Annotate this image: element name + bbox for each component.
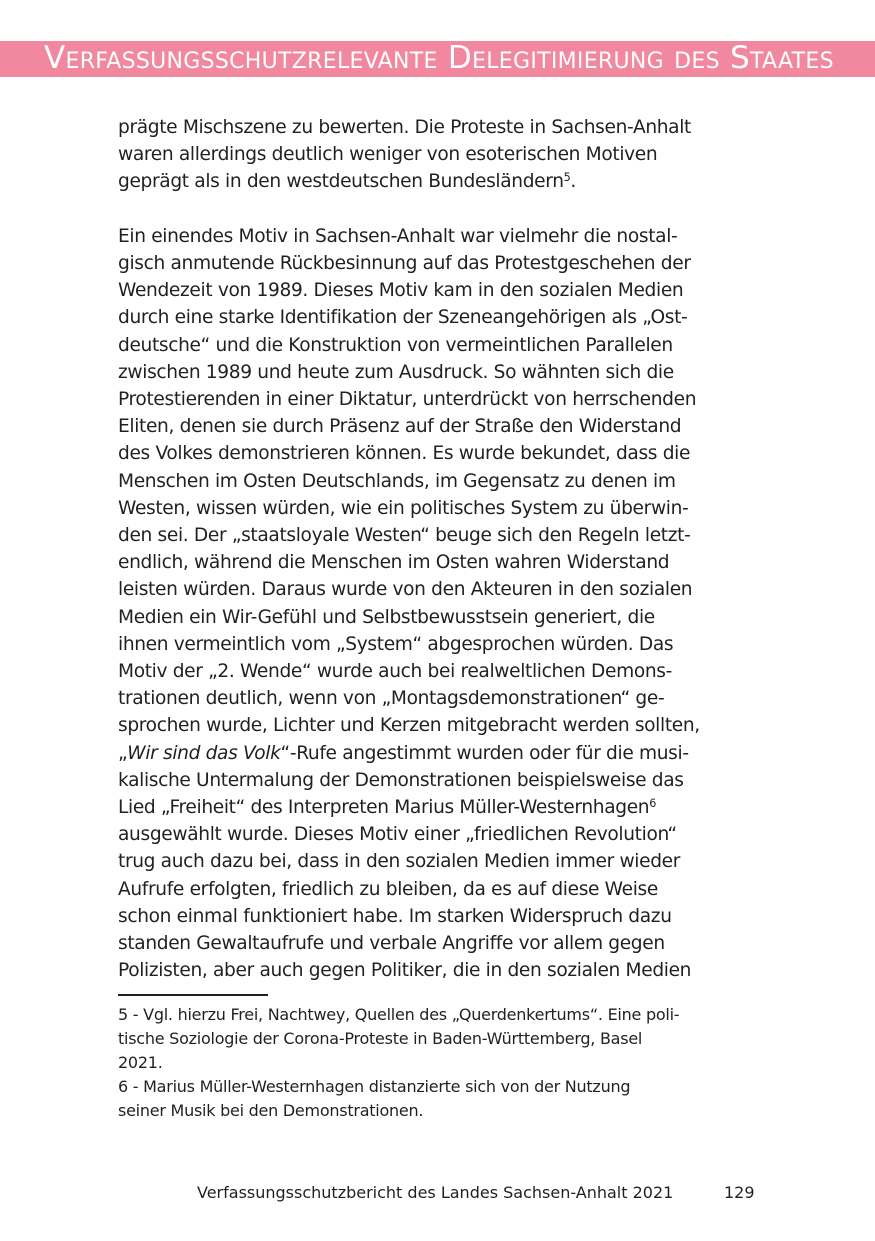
text-line: den sei. Der „staatsloyale Westen“ beuge sich den Regeln letzt- [118,525,691,547]
text-line: waren allerdings deutlich weniger von esoterischen Motiven [118,144,658,166]
section-header-banner [0,41,875,77]
text-line: trug auch dazu bei, dass in den sozialen Medien immer wieder [118,851,681,873]
text-segment: . [570,171,576,193]
text-line: ihnen vermeintlich vom „System“ abgesprochen würden. Das [118,633,674,655]
italic-quote: Wir sind das Volk [127,742,281,764]
text-line: ausgewählt wurde. Dieses Motiv einer „friedlichen Revolution“ [118,824,677,846]
section-title: Verfassungsschutzrelevante Delegitimierung des Staates [44,41,834,76]
text-line: Medien ein Wir-Gefühl und Selbstbewusstsein generiert, die [118,606,655,628]
text-line: Westen, wissen würden, wie ein politisches System zu überwin- [118,497,689,519]
footnote-line: 2021. [118,1053,163,1072]
footnote-divider [118,994,268,996]
text-line [118,740,758,767]
footnote-line: tische Soziologie der Corona-Proteste in Baden-Württemberg, Basel [118,1029,643,1048]
text-line: durch eine starke Identifikation der Szeneangehörigen als „Ost- [118,307,688,329]
footnote-ref-6: 6 [649,796,656,810]
text-line [118,794,758,821]
body-text [118,114,758,984]
text-line: kalische Untermalung der Demonstrationen beispielsweise das [118,769,684,791]
text-line: Eliten, denen sie durch Präsenz auf der Straße den Widerstand [118,416,682,438]
text-line: gisch anmutende Rückbesinnung auf das Protestgeschehen der [118,253,691,274]
text-segment: geprägt als in den westdeutschen Bundesländern [118,171,564,193]
text-line: Aufrufe erfolgten, friedlich zu bleiben, da es auf diese Weise [118,878,658,900]
text-line: Polizisten, aber auch gegen Politiker, die in den sozialen Medien [118,960,692,982]
page-number: 129 [724,1183,755,1202]
text-line: standen Gewaltaufrufe und verbale Angriffe vor allem gegen [118,933,665,955]
footnote-line: seiner Musik bei den Demonstrationen. [118,1101,424,1120]
footnote-ref-5: 5 [563,171,571,185]
footer-title: Verfassungsschutzbericht des Landes Sachsen-Anhalt 2021 [197,1183,674,1202]
text-segment: Lied „Freiheit“ des Interpreten Marius Müller-Westernhagen [118,797,650,819]
text-line: leisten würden. Daraus wurde von den Akteuren in den sozialen [118,579,693,601]
paragraph-gap [118,196,758,223]
text-line: Menschen im Osten Deutschlands, im Gegensatz zu denen im [118,470,676,492]
text-line: trationen deutlich, wenn von „Montagsdemonstrationen“ ge- [118,688,665,710]
footnotes [118,1003,758,1123]
text-line: schon einmal funktioniert habe. Im starken Widerspruch dazu [118,905,672,927]
footnote-line: 5 - Vgl. hierzu Frei, Nachtwey, Quellen des „Querdenkertums“. Eine poli- [118,1005,680,1024]
text-line: deutsche“ und die Konstruktion von vermeintlichen Parallelen [118,334,673,356]
text-line: endlich, während die Menschen im Osten wahren Widerstand [118,552,670,574]
text-line: Ein einendes Motiv in Sachsen-Anhalt war vielmehr die nostal- [118,225,678,247]
footnote-line: 6 - Marius Müller-Westernhagen distanzierte sich von der Nutzung [118,1077,631,1096]
text-line: Motiv der „2. Wende“ wurde auch bei realweltlichen Demons- [118,661,672,683]
text-line: prägte Mischszene zu bewerten. Die Proteste in Sachsen-Anhalt [118,117,691,138]
text-line: des Volkes demonstrieren können. Es wurde bekundet, dass die [118,443,691,465]
text-line: Protestierenden in einer Diktatur, unterdrückt von herrschenden [118,389,697,411]
text-line: zwischen 1989 und heute zum Ausdruck. So wähnten sich die [118,361,674,383]
text-line: sprochen wurde, Lichter und Kerzen mitgebracht werden sollten, [118,715,700,737]
text-segment: “-Rufe angestimmt wurden oder für die musi- [280,742,689,764]
text-line: Wendezeit von 1989. Dieses Motiv kam in den sozialen Medien [118,280,684,302]
text-segment: „ [118,742,128,764]
text-line [118,168,758,195]
